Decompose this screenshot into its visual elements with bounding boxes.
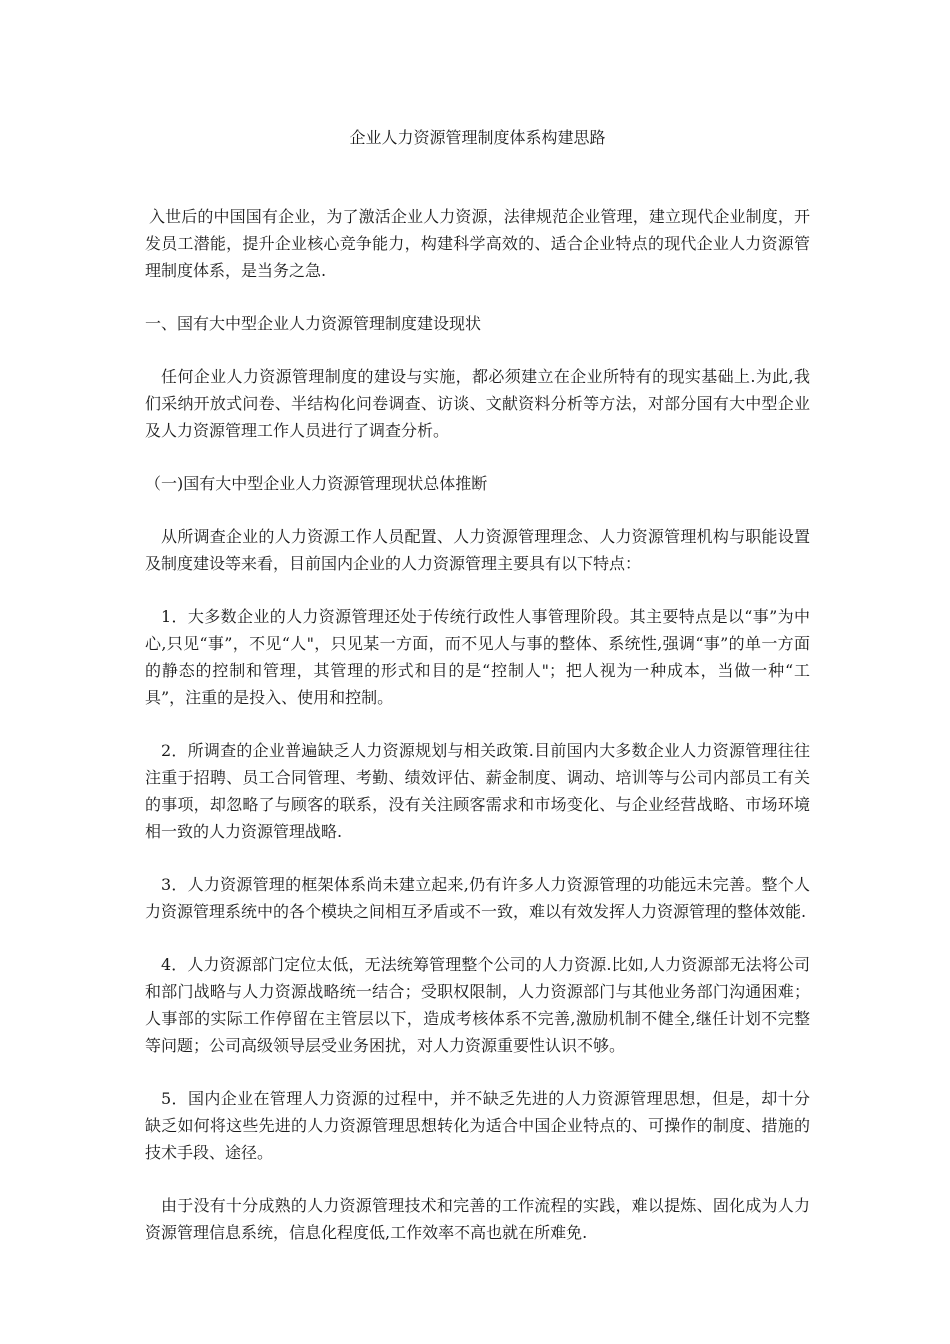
document-title: 企业人力资源管理制度体系构建思路 (349, 128, 606, 147)
point-5-paragraph: 5．国内企业在管理人力资源的过程中，并不缺乏先进的人力资源管理思想，但是，却十分缺乏如何将这些先进的人力资源管理思想转化为适合中国企业特点的、可操作的制度、措施的技术手段、途径。 (145, 1089, 810, 1162)
subsection-heading-1: （一)国有大中型企业人力资源管理现状总体推断 (145, 474, 488, 493)
document-body (145, 124, 810, 1272)
point-1-paragraph: 1．大多数企业的人力资源管理还处于传统行政性人事管理阶段。其主要特点是以“事”为中心,只见“事”，不见“人"，只见某一方面，而不见人与事的整体、系统性,强调“事”的单一方面的静态的控制和管理，其管理的形式和目的是“控制人"；把人视为一种成本，当做一种“工具”，注重的是投入、使用和控制。 (145, 607, 810, 707)
point-4-paragraph: 4．人力资源部门定位太低，无法统筹管理整个公司的人力资源.比如,人力资源部无法将公司和部门战略与人力资源战略统一结合；受职权限制，人力资源部门与其他业务部门沟通困难；人事部的实际工作停留在主管层以下，造成考核体系不完善,激励机制不健全,继任计划不完整等问题；公司高级领导层受业务困扰，对人力资源重要性认识不够。 (145, 955, 810, 1055)
closing-paragraph: 由于没有十分成熟的人力资源管理技术和完善的工作流程的实践，难以提炼、固化成为人力资源管理信息系统，信息化程度低,工作效率不高也就在所难免. (145, 1196, 810, 1242)
point-2-paragraph: 2．所调查的企业普遍缺乏人力资源规划与相关政策.目前国内大多数企业人力资源管理往往注重于招聘、员工合同管理、考勤、绩效评估、薪金制度、调动、培训等与公司内部员工有关的事项，却忽略了与顾客的联系，没有关注顾客需求和市场变化、与企业经营战略、市场环境相一致的人力资源管理战略. (145, 741, 810, 841)
section-1-paragraph: 任何企业人力资源管理制度的建设与实施，都必须建立在企业所特有的现实基础上.为此,我们采纳开放式问卷、半结构化问卷调查、访谈、文献资料分析等方法，对部分国有大中型企业及人力资源管理工作人员进行了调查分析。 (145, 367, 810, 440)
section-heading-1: 一、国有大中型企业人力资源管理制度建设现状 (145, 314, 482, 333)
point-3-paragraph: 3．人力资源管理的框架体系尚未建立起来,仍有许多人力资源管理的功能远未完善。整个人力资源管理系统中的各个模块之间相互矛盾或不一致，难以有效发挥人力资源管理的整体效能. (145, 875, 810, 921)
subsection-1-paragraph: 从所调查企业的人力资源工作人员配置、人力资源管理理念、人力资源管理机构与职能设置及制度建设等来看，目前国内企业的人力资源管理主要具有以下特点： (145, 527, 810, 573)
intro-paragraph: 入世后的中国国有企业，为了激活企业人力资源，法律规范企业管理，建立现代企业制度，开发员工潜能，提升企业核心竞争能力，构建科学高效的、适合企业特点的现代企业人力资源管理制度体系，是当务之急. (145, 207, 810, 280)
